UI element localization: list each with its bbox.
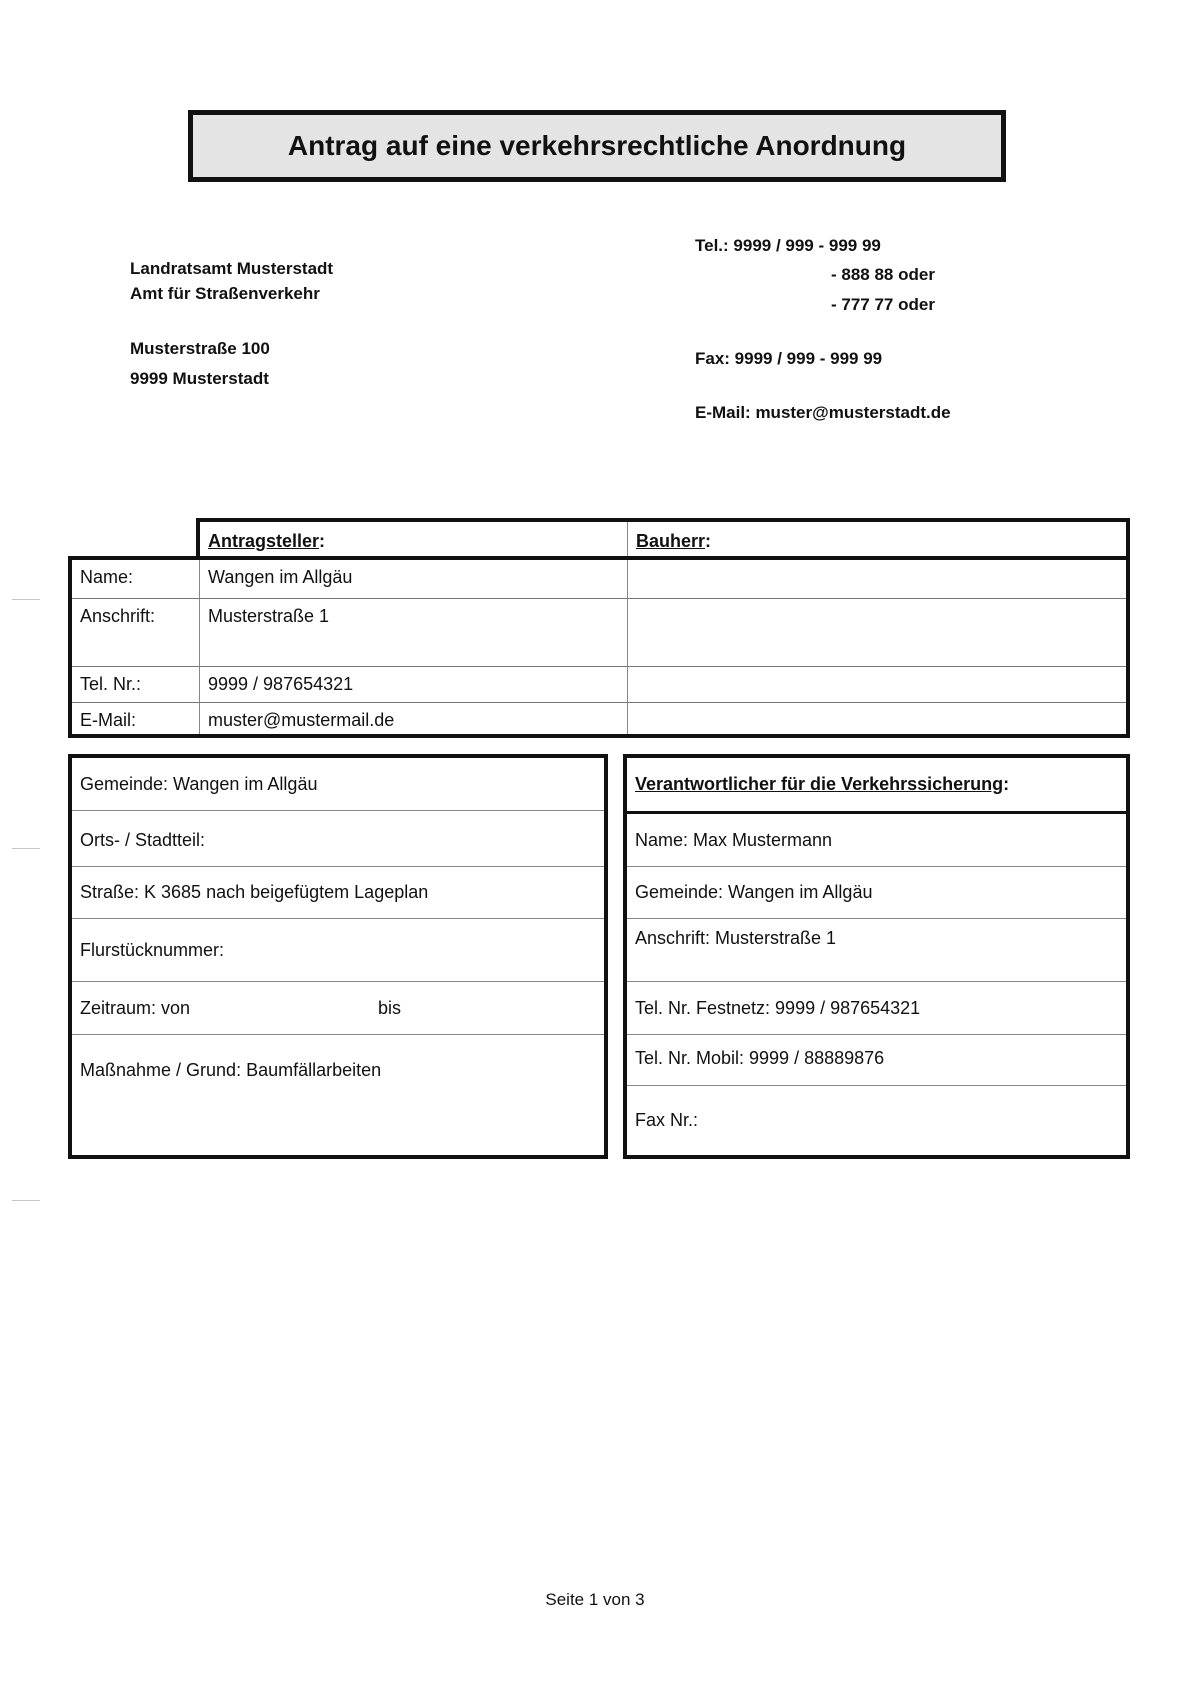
header-colon: :	[319, 531, 326, 551]
location-ortsteil[interactable]: Orts- / Stadtteil:	[80, 830, 206, 850]
authority-city: 9999 Musterstadt	[130, 369, 269, 388]
row-divider	[627, 981, 1126, 982]
form-title-box	[188, 110, 1006, 182]
row-label: E-Mail:	[72, 703, 200, 734]
builder-value[interactable]	[628, 667, 1126, 702]
row-divider	[72, 1034, 604, 1035]
margin-mark	[12, 848, 40, 849]
location-massnahme[interactable]: Maßnahme / Grund: Baumfällarbeiten	[80, 1060, 382, 1080]
builder-value[interactable]	[628, 703, 1126, 734]
applicant-value[interactable]: muster@mustermail.de	[200, 703, 628, 734]
authority-postal	[130, 334, 270, 394]
responsible-heading	[627, 774, 1126, 795]
row-divider	[627, 918, 1126, 919]
page-number: Seite 1 von 3	[545, 1590, 645, 1609]
location-gemeinde[interactable]: Gemeinde: Wangen im Allgäu	[80, 774, 318, 794]
form-title: Antrag auf eine verkehrsrechtliche Anordnung	[287, 130, 907, 161]
responsible-box	[623, 754, 1130, 1159]
responsible-gemeinde[interactable]: Gemeinde: Wangen im Allgäu	[635, 882, 873, 902]
responsible-fax[interactable]: Fax Nr.:	[635, 1110, 699, 1130]
row-divider	[72, 981, 604, 982]
applicant-table	[68, 556, 1130, 738]
table-row	[72, 599, 1126, 666]
header-builder	[628, 522, 1126, 559]
header-colon: :	[705, 531, 712, 551]
location-box	[68, 754, 608, 1159]
row-label: Tel. Nr.:	[72, 667, 200, 702]
contact-fax: Fax: 9999 / 999 - 999 99	[695, 349, 883, 368]
builder-value[interactable]	[628, 599, 1126, 666]
margin-mark	[12, 599, 40, 600]
applicant-table-header	[196, 518, 1130, 559]
authority-department: Amt für Straßenverkehr	[130, 284, 320, 303]
table-row	[72, 703, 1126, 734]
row-label: Name:	[72, 560, 200, 598]
contact-tel-ext2: - 777 77 oder	[831, 295, 935, 314]
location-flurstueck[interactable]: Flurstücknummer:	[80, 940, 225, 960]
authority-street: Musterstraße 100	[130, 339, 270, 358]
margin-mark	[12, 1200, 40, 1201]
applicant-value[interactable]: 9999 / 987654321	[200, 667, 628, 702]
responsible-name[interactable]: Name: Max Mustermann	[635, 830, 833, 850]
authority-address	[130, 256, 333, 306]
table-row	[72, 667, 1126, 702]
row-divider	[72, 918, 604, 919]
responsible-anschrift[interactable]: Anschrift: Musterstraße 1	[635, 928, 837, 948]
row-divider	[627, 866, 1126, 867]
contact-tel-ext1: - 888 88 oder	[831, 265, 935, 284]
header-builder-label: Bauherr	[636, 531, 706, 551]
responsible-heading-label: Verantwortlicher für die Verkehrssicherung	[635, 774, 1004, 794]
applicant-value[interactable]: Musterstraße 1	[200, 599, 628, 666]
zeitraum-bis[interactable]: bis	[378, 998, 402, 1018]
contact-tel: Tel.: 9999 / 999 - 999 99	[695, 236, 881, 255]
row-divider	[72, 866, 604, 867]
zeitraum-von[interactable]: Zeitraum: von	[80, 998, 191, 1018]
header-applicant-label: Antragsteller	[208, 531, 320, 551]
row-label: Anschrift:	[72, 599, 200, 666]
responsible-tel-mobil[interactable]: Tel. Nr. Mobil: 9999 / 88889876	[635, 1048, 885, 1068]
authority-name: Landratsamt Musterstadt	[130, 259, 334, 278]
location-strasse[interactable]: Straße: K 3685 nach beigefügtem Lageplan	[80, 882, 429, 902]
builder-value[interactable]	[628, 560, 1126, 598]
header-applicant	[200, 522, 628, 559]
location-zeitraum	[72, 998, 604, 1019]
responsible-tel-festnetz[interactable]: Tel. Nr. Festnetz: 9999 / 987654321	[635, 998, 921, 1018]
contact-email: E-Mail: muster@musterstadt.de	[695, 403, 951, 422]
applicant-value[interactable]: Wangen im Allgäu	[200, 560, 628, 598]
row-divider	[72, 810, 604, 811]
row-divider	[627, 1034, 1126, 1035]
heading-colon: :	[1003, 774, 1010, 794]
table-row	[72, 560, 1126, 598]
row-divider	[627, 1085, 1126, 1086]
heading-divider	[627, 811, 1126, 814]
